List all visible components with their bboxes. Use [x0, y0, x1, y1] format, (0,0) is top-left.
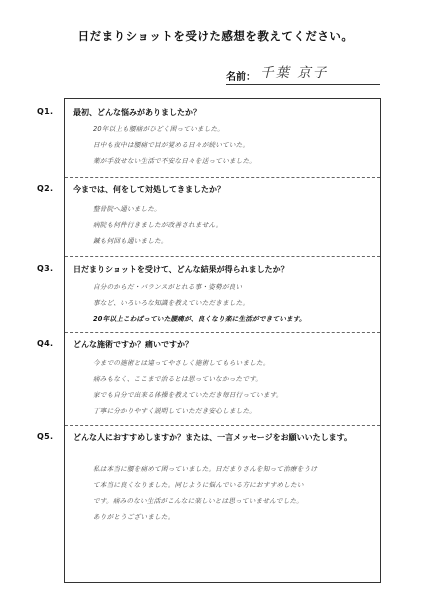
- section-divider: [65, 332, 380, 333]
- answer-line: 事など、いろいろな知識を教えていただきました。: [93, 299, 250, 307]
- name-underline: [226, 84, 380, 85]
- answer-line: 日中も夜中は腰痛で目が覚める日々が続いていた。: [93, 141, 250, 149]
- section-divider: [65, 425, 380, 426]
- name-field: [226, 61, 380, 85]
- answer-2: [93, 201, 372, 249]
- answer-line: です。痛みのない生活がこんなに楽しいとは思っていませんでした。: [93, 497, 304, 505]
- answer-line: 20年以上こわばっていた腰痛が、良くなり楽に生活ができています。: [93, 315, 306, 323]
- question-text: 日だまりショットを受けて、どんな結果が得られましたか？: [73, 265, 289, 274]
- answer-line: 20年以上も腰痛がひどく困っていました。: [93, 125, 225, 133]
- answer-line: 丁寧に分かりやすく説明していただき安心しました。: [93, 407, 257, 415]
- section-divider: [65, 177, 380, 178]
- question-number: Q3.: [37, 264, 54, 273]
- questionnaire-box: [37, 98, 381, 583]
- question-number: Q2.: [37, 184, 54, 193]
- answer-5: [93, 461, 372, 525]
- question-number: Q4.: [37, 339, 54, 348]
- answer-line: ありがとうございました。: [93, 513, 175, 521]
- section-divider: [65, 256, 380, 257]
- answer-line: 痛みもなく、ここまで治るとは思っていなかったです。: [93, 375, 263, 383]
- answer-1: [93, 121, 372, 169]
- question-text: どんな人におすすめしますか？または、一言メッセージをお願いいたします。: [73, 433, 352, 442]
- answer-line: 薬が手放せない生活で不安な日々を送っていました。: [93, 157, 257, 165]
- question-text: どんな施術ですか？痛いですか？: [73, 340, 193, 349]
- answer-3: [93, 279, 372, 327]
- answer-line: 自分のからだ・バランスがとれる事・姿勢が良い: [93, 283, 243, 291]
- answer-line: 鍼も何回も通いました。: [93, 237, 168, 245]
- answer-line: て本当に良くなりました。同じように悩んでいる方におすすめしたい: [93, 481, 304, 489]
- answer-line: 整骨院へ通いました。: [93, 205, 161, 213]
- question-text: 最初、どんな悩みがありましたか？: [73, 108, 201, 117]
- answer-line: 私は本当に腰を痛めて困っていました。日だまりさんを知って治療をうけ: [93, 465, 318, 473]
- question-text: 今までは、何をして対処してきましたか？: [73, 185, 225, 194]
- answer-4: [93, 355, 372, 419]
- page-title: 日だまりショットを受けた感想を教えてください。: [77, 29, 354, 43]
- question-number: Q1.: [37, 107, 54, 116]
- answer-line: 今までの施術とは違ってやさしく施術してもらいました。: [93, 359, 270, 367]
- name-label: 名前：: [226, 72, 256, 83]
- answer-line: 病院も何件行きましたが改善されません。: [93, 221, 223, 229]
- name-value: 千葉 京子: [260, 65, 329, 81]
- answer-line: 家でも自分で出来る体操を教えていただき毎日行っています。: [93, 391, 283, 399]
- question-number: Q5.: [37, 432, 54, 441]
